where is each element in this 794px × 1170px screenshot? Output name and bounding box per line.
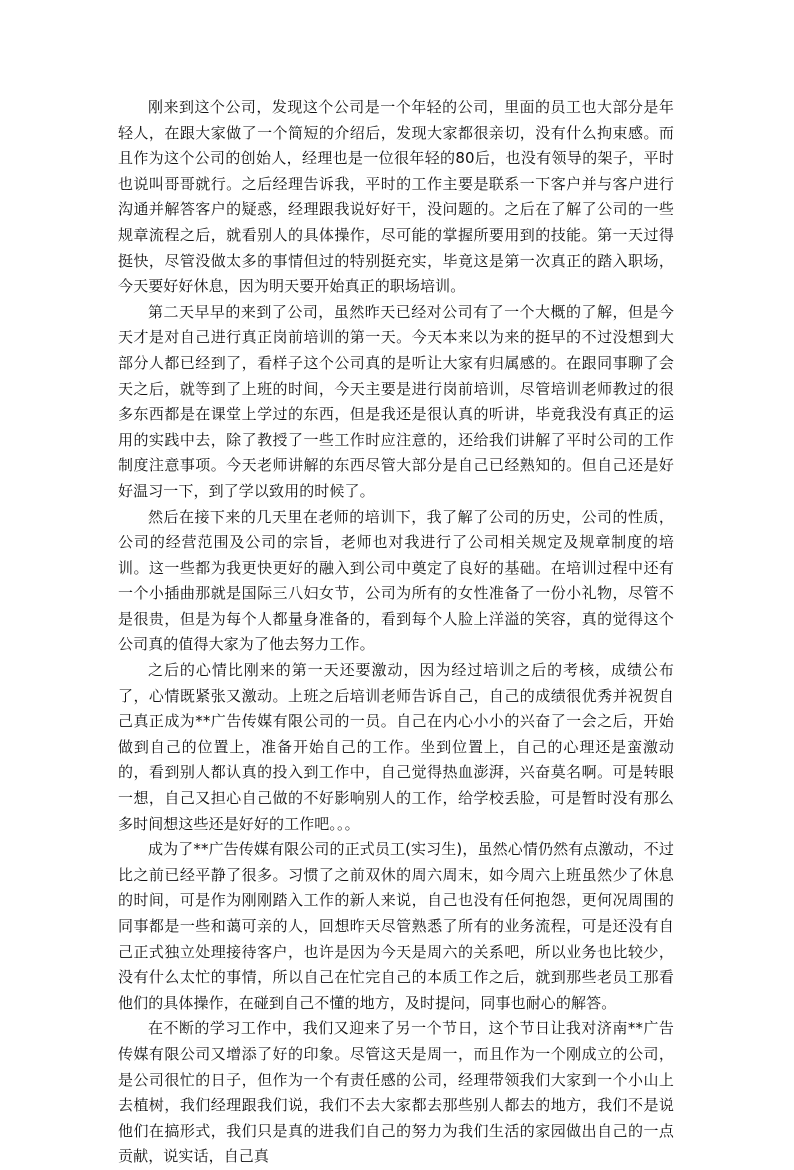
paragraph: 第二天早早的来到了公司，虽然昨天已经对公司有了一个大概的了解，但是今天才是对自己进行真正岗前培训的第一天。今天本来以为来的挺早的不过没想到大部分人都已经到了，看样子这个公司真的是听让大家有归属感的。在跟同事聊了会天之后，就等到了上班的时间，今天主要是进行岗前培训，尽管培训老师教过的很多东西都是在课堂上学过的东西，但是我还是很认真的听讲，毕竟我没有真正的运用的实践中去，除了教授了一些工作时应注意的，还给我们讲解了平时公司的工作制度注意事项。今天老师讲解的东西尽管大部分是自己已经熟知的。但自己还是好好温习一下，到了学以致用的时候了。	[118, 302, 674, 500]
paragraph: 在不断的学习工作中，我们又迎来了另一个节日，这个节日让我对济南**广告传媒有限公司又增添了好的印象。尽管这天是周一，而且作为一个刚成立的公司，是公司很忙的日子，但作为一个有责任感的公司，经理带领我们大家到一个小山上去植树，我们经理跟我们说，我们不去大家都去那些别人都去的地方，我们不是说他们在搞形式，我们只是真的进我们自己的努力为我们生活的家园做出自己的一点贡献，说实话，自己真	[118, 1019, 674, 1166]
body-text	[118, 95, 674, 1170]
paragraph: 刚来到这个公司，发现这个公司是一个年轻的公司，里面的员工也大部分是年轻人，在跟大家做了一个简短的介绍后，发现大家都很亲切，没有什么拘束感。而且作为这个公司的创始人，经理也是一位很年轻的80后，也没有领导的架子，平时也说叫哥哥就行。之后经理告诉我，平时的工作主要是联系一下客户并与客户进行沟通并解答客户的疑惑，经理跟我说好好干，没问题的。之后在了解了公司的一些规章流程之后，就看别人的具体操作，尽可能的掌握所要用到的技能。第一天过得挺快，尽管没做太多的事情但过的特别挺充实，毕竟这是第一次真正的踏入职场，今天要好好休息，因为明天要开始真正的职场培训。	[118, 98, 674, 296]
paragraph: 成为了**广告传媒有限公司的正式员工(实习生)，虽然心情仍然有点激动，不过比之前已经平静了很多。习惯了之前双休的周六周末，如今周六上班虽然少了休息的时间，可是作为刚刚踏入工作的新人来说，自己也没有任何抱怨，更何况周围的同事都是一些和蔼可亲的人，回想昨天尽管熟悉了所有的业务流程，可是还没有自己正式独立处理接待客户，也许是因为今天是周六的关系吧，所以业务也比较少，没有什么太忙的事情，所以自己在忙完自己的本质工作之后，就到那些老员工那看他们的具体操作，在碰到自己不懂的地方，及时提问，同事也耐心的解答。	[118, 840, 674, 1012]
paragraph: 然后在接下来的几天里在老师的培训下，我了解了公司的历史，公司的性质，公司的经营范围及公司的宗旨，老师也对我进行了公司相关规定及规章制度的培训。这一些都为我更快更好的融入到公司中奠定了良好的基础。在培训过程中还有一个小插曲那就是国际三八妇女节，公司为所有的女性准备了一份小礼物，尽管不是很贵，但是为每个人都量身准备的，看到每个人脸上洋溢的笑容，真的觉得这个公司真的值得大家为了他去努力工作。	[118, 507, 674, 654]
paragraph: 之后的心情比刚来的第一天还要激动，因为经过培训之后的考核，成绩公布了，心情既紧张又激动。上班之后培训老师告诉自己，自己的成绩很优秀并祝贺自己真正成为**广告传媒有限公司的一员。自己在内心小小的兴奋了一会之后，开始做到自己的位置上，准备开始自己的工作。坐到位置上，自己的心理还是蛮激动的，看到别人都认真的投入到工作中，自己觉得热血澎湃，兴奋莫名啊。可是转眼一想，自己又担心自己做的不好影响别人的工作，给学校丢脸，可是暂时没有那么多时间想这些还是好好的工作吧。。。	[118, 661, 674, 833]
